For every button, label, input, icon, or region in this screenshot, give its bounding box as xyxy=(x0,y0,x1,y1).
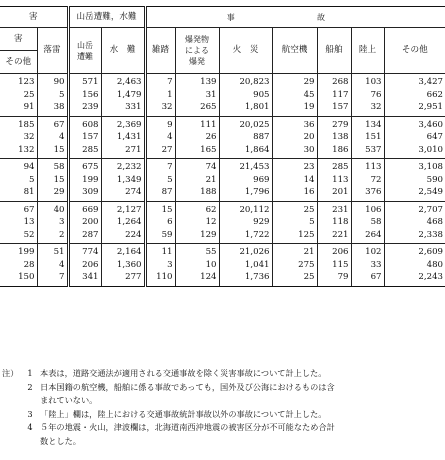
cell-crowd: 87 xyxy=(145,186,175,201)
cell-ship: 115 xyxy=(317,259,351,272)
cell-land: 67 xyxy=(351,271,384,286)
cell-other: 2,243 xyxy=(384,271,445,286)
note-4 xyxy=(2,421,442,435)
cell-disaster-other: 94 xyxy=(0,159,37,174)
cell-mountain: 669 xyxy=(68,201,101,216)
cell-crowd: 110 xyxy=(145,271,175,286)
cell-land: 537 xyxy=(351,144,384,159)
cell-water: 274 xyxy=(101,186,145,201)
table-body xyxy=(0,74,445,287)
cell-explosive: 124 xyxy=(175,271,219,286)
cell-fire: 1,796 xyxy=(219,186,272,201)
cell-lightning: 38 xyxy=(37,101,68,116)
cell-water: 2,232 xyxy=(101,159,145,174)
table-row xyxy=(0,74,445,89)
disaster-accident-table xyxy=(0,6,445,287)
cell-ship: 206 xyxy=(317,244,351,259)
note-1-number: 1 xyxy=(27,368,33,378)
col-lightning: 落雷 xyxy=(37,28,68,74)
cell-disaster-other: 28 xyxy=(23,259,35,270)
cell-disaster-other: 132 xyxy=(18,144,35,155)
cell-ship: 79 xyxy=(317,271,351,286)
cell-other: 3,010 xyxy=(384,144,445,159)
cell-lightning: 51 xyxy=(37,244,68,259)
table-row xyxy=(0,89,445,102)
cell-land: 102 xyxy=(351,244,384,259)
col-mountain-line2: 遭難 xyxy=(77,51,94,61)
note-4-continuation: 数とした。 xyxy=(40,435,81,446)
cell-aircraft: 21 xyxy=(272,244,317,259)
cell-explosive: 111 xyxy=(175,116,219,131)
cell-fire: 929 xyxy=(219,216,272,229)
cell-water: 2,164 xyxy=(101,244,145,259)
note-3 xyxy=(2,408,442,422)
cell-lightning: 5 xyxy=(37,89,68,102)
col-land: 陸上 xyxy=(351,28,384,74)
cell-aircraft: 25 xyxy=(272,271,317,286)
note-4-text: ５年の地震・火山，津波欄は，北海道南西沖地震の被害区分が不可能なため合計 xyxy=(40,422,335,433)
cell-lightning: 90 xyxy=(37,74,68,89)
cell-ship: 285 xyxy=(317,159,351,174)
notes xyxy=(2,367,442,449)
cell-other: 2,609 xyxy=(384,244,445,259)
cell-lightning: 3 xyxy=(37,216,68,229)
notes-label: 注） xyxy=(2,368,19,378)
cell-other: 3,427 xyxy=(384,74,445,89)
cell-water: 224 xyxy=(101,229,145,244)
table-row xyxy=(0,271,445,286)
cell-lightning: 4 xyxy=(37,131,68,144)
note-4-number: 4 xyxy=(27,422,33,433)
table-row xyxy=(0,116,445,131)
cell-explosive: 21 xyxy=(175,174,219,187)
cell-mountain: 156 xyxy=(68,89,101,102)
cell-aircraft: 5 xyxy=(272,216,317,229)
cell-fire: 20,823 xyxy=(219,74,272,89)
cell-fire: 1,722 xyxy=(219,229,272,244)
cell-fire: 887 xyxy=(219,131,272,144)
note-3-text: 「陸上」欄は，陸上における交通事故統計事故以外の事故について計上した。 xyxy=(40,408,327,419)
cell-fire: 969 xyxy=(219,174,272,187)
cell-explosive: 139 xyxy=(175,74,219,89)
cell-fire: 905 xyxy=(219,89,272,102)
note-3-number: 3 xyxy=(27,408,33,419)
cell-crowd: 7 xyxy=(145,159,175,174)
cell-crowd: 4 xyxy=(145,131,175,144)
cell-land: 76 xyxy=(351,89,384,102)
note-1 xyxy=(2,367,442,381)
cell-crowd: 9 xyxy=(145,116,175,131)
cell-water: 1,360 xyxy=(101,259,145,272)
cell-mountain: 571 xyxy=(68,74,101,89)
table-row xyxy=(0,186,445,201)
cell-explosive: 129 xyxy=(175,229,219,244)
cell-ship: 113 xyxy=(317,174,351,187)
cell-other: 590 xyxy=(384,174,445,187)
note-2 xyxy=(2,381,442,395)
cell-water: 2,369 xyxy=(101,116,145,131)
cell-disaster-other: 5 xyxy=(29,174,35,185)
cell-explosive: 165 xyxy=(175,144,219,159)
cell-aircraft: 14 xyxy=(272,174,317,187)
col-water: 水 難 xyxy=(101,28,145,74)
note-2-continuation: まれていない。 xyxy=(40,395,98,406)
cell-land: 151 xyxy=(351,131,384,144)
cell-water: 277 xyxy=(101,271,145,286)
col-other: その他 xyxy=(384,28,445,74)
cell-disaster-other: 81 xyxy=(23,187,35,197)
cell-lightning: 40 xyxy=(37,201,68,216)
cell-explosive: 10 xyxy=(175,259,219,272)
cell-fire: 1,736 xyxy=(219,271,272,286)
table-row xyxy=(0,131,445,144)
cell-aircraft: 45 xyxy=(272,89,317,102)
header-incident-2: 故 xyxy=(317,7,445,28)
cell-aircraft: 19 xyxy=(272,101,317,116)
cell-water: 1,349 xyxy=(101,174,145,187)
cell-explosive: 74 xyxy=(175,159,219,174)
cell-disaster-other: 67 xyxy=(0,201,37,216)
cell-fire: 21,453 xyxy=(219,159,272,174)
cell-aircraft: 25 xyxy=(272,201,317,216)
cell-other: 468 xyxy=(384,216,445,229)
cell-ship: 279 xyxy=(317,116,351,131)
cell-crowd: 11 xyxy=(145,244,175,259)
col-explosive-line2: による xyxy=(185,46,210,55)
cell-crowd: 59 xyxy=(145,229,175,244)
cell-crowd: 15 xyxy=(145,201,175,216)
col-disaster-other: その他 xyxy=(0,51,37,74)
cell-other: 3,460 xyxy=(384,116,445,131)
table-row xyxy=(0,101,445,116)
cell-mountain: 157 xyxy=(68,131,101,144)
cell-aircraft: 30 xyxy=(272,144,317,159)
cell-disaster-other: 150 xyxy=(0,271,37,286)
cell-fire: 20,025 xyxy=(219,116,272,131)
cell-water: 1,431 xyxy=(101,131,145,144)
cell-lightning: 67 xyxy=(37,116,68,131)
col-explosive-line3: 爆発 xyxy=(189,57,206,66)
table-row xyxy=(0,244,445,259)
cell-mountain: 608 xyxy=(68,116,101,131)
cell-mountain: 285 xyxy=(68,144,101,159)
cell-ship: 231 xyxy=(317,201,351,216)
cell-explosive: 12 xyxy=(175,216,219,229)
col-ship: 船舶 xyxy=(317,28,351,74)
cell-lightning: 58 xyxy=(37,159,68,174)
cell-mountain: 309 xyxy=(68,186,101,201)
subheader-disaster: 害 xyxy=(0,28,37,51)
col-crowd: 雑踏 xyxy=(145,28,175,74)
cell-explosive: 26 xyxy=(175,131,219,144)
cell-explosive: 62 xyxy=(175,201,219,216)
table-header xyxy=(0,7,445,74)
cell-water: 1,264 xyxy=(101,216,145,229)
cell-other: 2,549 xyxy=(384,186,445,201)
cell-ship: 117 xyxy=(317,89,351,102)
table-row xyxy=(0,159,445,174)
cell-aircraft: 36 xyxy=(272,116,317,131)
cell-explosive: 265 xyxy=(175,101,219,116)
header-mountain-water: 山岳遭難，水難 xyxy=(68,7,145,28)
cell-aircraft: 275 xyxy=(272,259,317,272)
note-2-number: 2 xyxy=(27,381,33,392)
header-disaster: 害 xyxy=(0,7,68,28)
cell-crowd: 3 xyxy=(145,259,175,272)
cell-other: 2,707 xyxy=(384,201,445,216)
cell-lightning: 2 xyxy=(37,229,68,244)
cell-mountain: 341 xyxy=(68,271,101,286)
cell-water: 1,479 xyxy=(101,89,145,102)
cell-crowd: 6 xyxy=(145,216,175,229)
cell-other: 2,338 xyxy=(384,229,445,244)
cell-crowd: 5 xyxy=(145,174,175,187)
col-mountain xyxy=(68,28,101,74)
cell-ship: 201 xyxy=(317,186,351,201)
cell-ship: 157 xyxy=(317,101,351,116)
cell-land: 106 xyxy=(351,201,384,216)
cell-ship: 118 xyxy=(317,216,351,229)
cell-explosive: 188 xyxy=(175,186,219,201)
cell-mountain: 287 xyxy=(68,229,101,244)
note-2-text: 日本国籍の航空機，船舶に係る事故であっても，国外及び公海におけるものは含 xyxy=(40,381,335,392)
cell-disaster-other: 25 xyxy=(23,89,35,100)
cell-ship: 221 xyxy=(317,229,351,244)
cell-crowd: 27 xyxy=(145,144,175,159)
cell-aircraft: 16 xyxy=(272,186,317,201)
cell-aircraft: 125 xyxy=(272,229,317,244)
cell-fire: 1,864 xyxy=(219,144,272,159)
cell-other: 647 xyxy=(384,131,445,144)
cell-crowd: 32 xyxy=(145,101,175,116)
col-explosive-line1: 爆発物 xyxy=(185,35,210,44)
cell-ship: 268 xyxy=(317,74,351,89)
cell-land: 113 xyxy=(351,159,384,174)
cell-land: 32 xyxy=(351,101,384,116)
cell-mountain: 206 xyxy=(68,259,101,272)
cell-disaster-other: 199 xyxy=(0,244,37,259)
cell-land: 264 xyxy=(351,229,384,244)
cell-crowd: 1 xyxy=(145,89,175,102)
cell-lightning: 29 xyxy=(37,186,68,201)
cell-land: 58 xyxy=(351,216,384,229)
col-explosive xyxy=(175,28,219,74)
cell-fire: 1,801 xyxy=(219,101,272,116)
cell-disaster-other: 123 xyxy=(0,74,37,89)
note-1-text: 本表は，道路交通法が適用される交通事故を除く災害事故について計上した。 xyxy=(40,368,327,378)
cell-disaster-other: 52 xyxy=(23,229,35,240)
header-incident-1: 事 xyxy=(145,7,317,28)
cell-aircraft: 29 xyxy=(272,74,317,89)
cell-mountain: 774 xyxy=(68,244,101,259)
cell-lightning: 4 xyxy=(37,259,68,272)
cell-disaster-other: 185 xyxy=(0,116,37,131)
cell-lightning: 15 xyxy=(37,144,68,159)
cell-crowd: 7 xyxy=(145,74,175,89)
col-fire: 火 災 xyxy=(219,28,272,74)
table-row xyxy=(0,174,445,187)
cell-aircraft: 23 xyxy=(272,159,317,174)
cell-water: 2,127 xyxy=(101,201,145,216)
cell-other: 2,951 xyxy=(384,101,445,116)
col-mountain-line1: 山岳 xyxy=(77,40,94,50)
cell-explosive: 31 xyxy=(175,89,219,102)
cell-explosive: 55 xyxy=(175,244,219,259)
cell-ship: 138 xyxy=(317,131,351,144)
cell-aircraft: 20 xyxy=(272,131,317,144)
cell-other: 480 xyxy=(384,259,445,272)
cell-fire: 20,112 xyxy=(219,201,272,216)
cell-water: 2,463 xyxy=(101,74,145,89)
cell-fire: 1,041 xyxy=(219,259,272,272)
cell-fire: 21,026 xyxy=(219,244,272,259)
col-aircraft: 航空機 xyxy=(272,28,317,74)
cell-lightning: 7 xyxy=(37,271,68,286)
cell-lightning: 15 xyxy=(37,174,68,187)
table-row xyxy=(0,229,445,244)
cell-land: 376 xyxy=(351,186,384,201)
cell-land: 134 xyxy=(351,116,384,131)
table-row xyxy=(0,144,445,159)
cell-mountain: 675 xyxy=(68,159,101,174)
table-row xyxy=(0,216,445,229)
cell-land: 103 xyxy=(351,74,384,89)
cell-ship: 186 xyxy=(317,144,351,159)
cell-mountain: 200 xyxy=(68,216,101,229)
cell-disaster-other: 13 xyxy=(23,217,35,227)
table-row xyxy=(0,201,445,216)
cell-disaster-other: 91 xyxy=(23,102,35,112)
cell-mountain: 199 xyxy=(68,174,101,187)
cell-water: 331 xyxy=(101,101,145,116)
cell-other: 662 xyxy=(384,89,445,102)
cell-land: 33 xyxy=(351,259,384,272)
cell-other: 3,108 xyxy=(384,159,445,174)
cell-water: 271 xyxy=(101,144,145,159)
table-row xyxy=(0,259,445,272)
cell-disaster-other: 32 xyxy=(23,132,35,142)
cell-mountain: 239 xyxy=(68,101,101,116)
cell-land: 72 xyxy=(351,174,384,187)
